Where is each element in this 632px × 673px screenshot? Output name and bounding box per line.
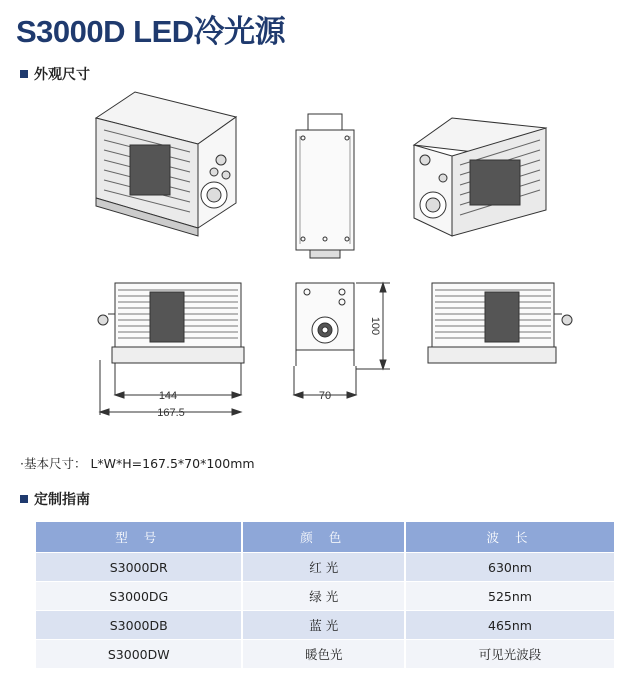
table-row bbox=[36, 553, 614, 582]
cell-color: 绿 光 bbox=[242, 582, 405, 611]
table-row bbox=[36, 611, 614, 640]
cell-model: S3000DW bbox=[36, 640, 242, 669]
front-view bbox=[294, 283, 390, 395]
cell-wavelength: 可见光波段 bbox=[405, 640, 614, 669]
dim-label-100: 100 bbox=[369, 316, 381, 336]
square-bullet-icon bbox=[20, 495, 28, 503]
custom-guide-table bbox=[36, 522, 614, 668]
cell-model: S3000DR bbox=[36, 553, 242, 582]
cell-wavelength: 525nm bbox=[405, 582, 614, 611]
cell-wavelength: 630nm bbox=[405, 553, 614, 582]
top-view bbox=[296, 114, 354, 258]
cell-wavelength: 465nm bbox=[405, 611, 614, 640]
section-dimensions-label: 外观尺寸 bbox=[34, 67, 90, 83]
dim-label-144: 144 bbox=[158, 390, 178, 402]
page-title: S3000D LED冷光源 bbox=[16, 14, 286, 49]
cell-model: S3000DG bbox=[36, 582, 242, 611]
cell-color: 暖色光 bbox=[242, 640, 405, 669]
dim-label-70: 70 bbox=[318, 390, 332, 402]
section-heading-custom bbox=[20, 489, 90, 509]
table-header-row bbox=[36, 522, 614, 553]
side-view-right bbox=[428, 283, 572, 363]
table-row bbox=[36, 640, 614, 669]
section-custom-label: 定制指南 bbox=[34, 492, 90, 508]
iso-view-back bbox=[414, 118, 546, 236]
header-model: 型 号 bbox=[36, 522, 242, 553]
dim-label-167: 167.5 bbox=[157, 407, 185, 419]
cell-color: 红 光 bbox=[242, 553, 405, 582]
dimension-lines bbox=[100, 392, 356, 415]
iso-view-front bbox=[96, 92, 236, 236]
cell-model: S3000DB bbox=[36, 611, 242, 640]
header-color: 颜 色 bbox=[242, 522, 405, 553]
header-wavelength: 波 长 bbox=[405, 522, 614, 553]
table-row bbox=[36, 582, 614, 611]
cell-color: 蓝 光 bbox=[242, 611, 405, 640]
basic-dimensions-text: ·基本尺寸： L*W*H=167.5*70*100mm bbox=[20, 456, 255, 471]
